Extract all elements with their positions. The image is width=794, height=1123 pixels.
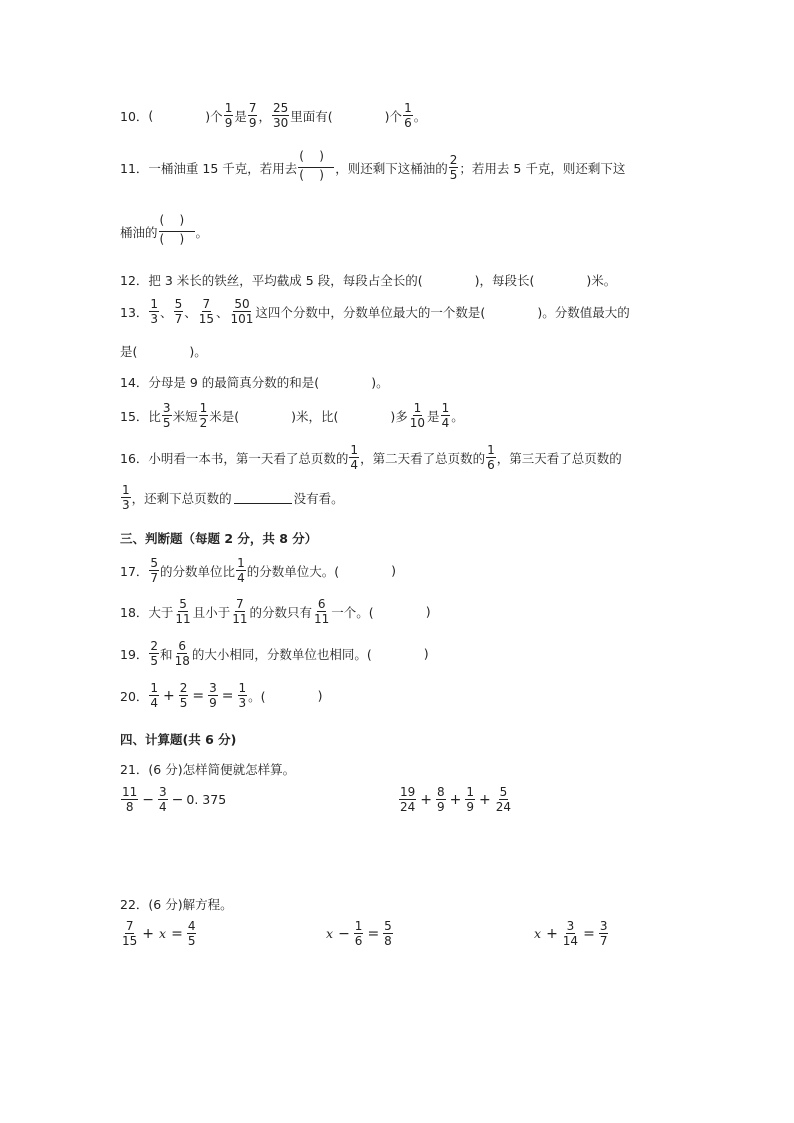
- question-13-cont: 是( )。: [120, 344, 207, 359]
- fraction: $\frac{1}{4}$: [237, 556, 245, 585]
- question-18: 18． 大于 $\frac{5}{11}$ 且小于 $\frac{7}{11}$ 的分数只有 $\frac{6}{11}$ 一个。( ): [120, 597, 431, 626]
- fraction: $\frac{1}{4}$: [150, 681, 159, 710]
- fraction: $\frac{1}{3}$: [122, 483, 130, 512]
- expression-21a: $\frac{11}{8}$ − $\frac{3}{4}$ − 0. 375: [122, 785, 227, 814]
- question-number: 13．: [120, 304, 149, 320]
- fraction: $\frac{1}{6}$: [404, 101, 412, 130]
- fraction: $\frac{1}{9}$: [466, 785, 475, 814]
- fraction: $\frac{5}{8}$: [384, 919, 392, 948]
- question-number: 12．: [120, 273, 149, 288]
- question-number: 20．: [120, 688, 149, 704]
- answer-underline[interactable]: [234, 491, 292, 504]
- fraction: $\frac{2}{5}$: [150, 639, 159, 668]
- fraction: $\frac{3}{14}$: [562, 919, 579, 948]
- equation-22b: x − $\frac{1}{6}$ = $\frac{5}{8}$: [326, 919, 392, 948]
- expression-21b: $\frac{19}{24}$ + $\frac{8}{9}$ + $\frac{1}{9}$ + $\frac{5}{24}$: [400, 785, 512, 814]
- fraction: $\frac{7}{15}$: [122, 919, 138, 948]
- fraction: $\frac{4}{5}$: [187, 919, 196, 948]
- section-heading: 三、判断题（每题 2 分，共 8 分）: [120, 531, 318, 546]
- fraction: $\frac{11}{8}$: [122, 785, 138, 814]
- fraction: $\frac{1}{2}$: [199, 401, 208, 430]
- fraction: $\frac{5}{7}$: [174, 297, 183, 326]
- fraction: $\frac{5}{7}$: [150, 556, 159, 585]
- fraction: $\frac{7}{15}$: [198, 297, 214, 326]
- fraction: $\frac{8}{9}$: [437, 785, 445, 814]
- fraction: $\frac{3}{4}$: [159, 785, 167, 814]
- fraction: $\frac{1}{4}$: [350, 443, 359, 472]
- fraction: $\frac{2}{5}$: [179, 681, 188, 710]
- question-14: 14． 分母是 9 的最简真分数的和是( )。: [120, 375, 389, 390]
- fraction: $\frac{25}{30}$: [273, 101, 289, 130]
- fraction: $\frac{1}{3}$: [150, 297, 159, 326]
- fraction: $\frac{1}{6}$: [354, 919, 363, 948]
- question-number: 19．: [120, 646, 149, 662]
- section-heading: 四、计算题(共 6 分): [120, 732, 237, 747]
- question-number: 11．: [120, 160, 149, 176]
- fraction: $\frac{7}{9}$: [248, 101, 257, 130]
- question-16: 16． 小明看一本书，第一天看了总页数的 $\frac{1}{4}$ ，第二天看了总页数的 $\frac{1}{6}$ ，第三天看了总页数的: [120, 443, 622, 472]
- question-19: 19． $\frac{2}{5}$ 和 $\frac{6}{18}$ 的大小相同，分数单位也相同。( ): [120, 639, 429, 668]
- question-11: 11． 一桶油重 15 千克，若用去 $\frac{( )}{( )}$ ，则还剩下这桶油的 $\frac{2}{5}$ ；若用去 5 千克，则还剩下这: [120, 150, 625, 185]
- fraction: $\frac{1}{4}$: [441, 401, 450, 430]
- equation-22a: $\frac{7}{15}$ + x = $\frac{4}{5}$: [122, 919, 196, 948]
- fraction: $\frac{6}{11}$: [314, 597, 330, 626]
- question-number: 17．: [120, 563, 149, 579]
- question-20: 20． $\frac{1}{4}$ + $\frac{2}{5}$ = $\frac{3}{9}$ = $\frac{1}{3}$ 。( ): [120, 681, 323, 710]
- fraction: $\frac{3}{5}$: [162, 401, 171, 430]
- question-number: 16．: [120, 450, 149, 466]
- question-10: 10． ( )个 $\frac{1}{9}$ 是 $\frac{7}{9}$ ， $\frac{25}{30}$ 里面有( )个 $\frac{1}{6}$ 。: [120, 101, 427, 130]
- fraction: $\frac{1}{9}$: [224, 101, 233, 130]
- question-15: 15． 比 $\frac{3}{5}$ 米短 $\frac{1}{2}$ 米是( )米，比( )多 $\frac{1}{10}$ 是 $\frac{1}{4}$ 。: [120, 401, 464, 430]
- fraction: $\frac{6}{18}$: [174, 639, 190, 668]
- question-13: 13． $\frac{1}{3}$ 、 $\frac{5}{7}$ 、 $\frac{7}{15}$ 、 $\frac{50}{101}$ 这四个分数中，分数单位最大的一个数是( )。分数值最大的: [120, 297, 630, 326]
- fraction: $\frac{3}{7}$: [599, 919, 608, 948]
- question-12: 12． 把 3 米长的铁丝，平均截成 5 段，每段占全长的( )，每段长( )米。: [120, 273, 617, 288]
- fraction: $\frac{3}{9}$: [209, 681, 217, 710]
- question-17: 17． $\frac{5}{7}$ 的分数单位比 $\frac{1}{4}$ 的分数单位大。( ): [120, 556, 396, 585]
- question-number: 10．: [120, 108, 149, 124]
- question-number: 14．: [120, 375, 149, 390]
- fraction: $\frac{2}{5}$: [449, 153, 458, 182]
- question-number: 15．: [120, 408, 149, 424]
- fraction: $\frac{19}{24}$: [400, 785, 416, 814]
- fraction: $\frac{1}{6}$: [487, 443, 495, 472]
- fraction-blank[interactable]: $\frac{( )}{( )}$: [298, 150, 334, 185]
- question-22-label: 22．(6 分)解方程。: [120, 897, 233, 912]
- fraction-blank[interactable]: $\frac{( )}{( )}$: [159, 214, 195, 249]
- fraction: $\frac{1}{10}$: [409, 401, 426, 430]
- fraction: $\frac{1}{3}$: [238, 681, 247, 710]
- question-number: 18．: [120, 604, 149, 620]
- question-16-cont: $\frac{1}{3}$ ，还剩下总页数的 没有看。: [122, 483, 344, 512]
- fraction: $\frac{50}{101}$: [230, 297, 254, 326]
- question-21-label: 21．(6 分)怎样简便就怎样算。: [120, 762, 296, 777]
- fraction: $\frac{7}{11}$: [232, 597, 248, 626]
- fraction: $\frac{5}{24}$: [495, 785, 512, 814]
- fraction: $\frac{5}{11}$: [175, 597, 191, 626]
- equation-22c: x + $\frac{3}{14}$ = $\frac{3}{7}$: [534, 919, 608, 948]
- question-11-cont: 桶油的 $\frac{( )}{( )}$ 。: [120, 214, 208, 249]
